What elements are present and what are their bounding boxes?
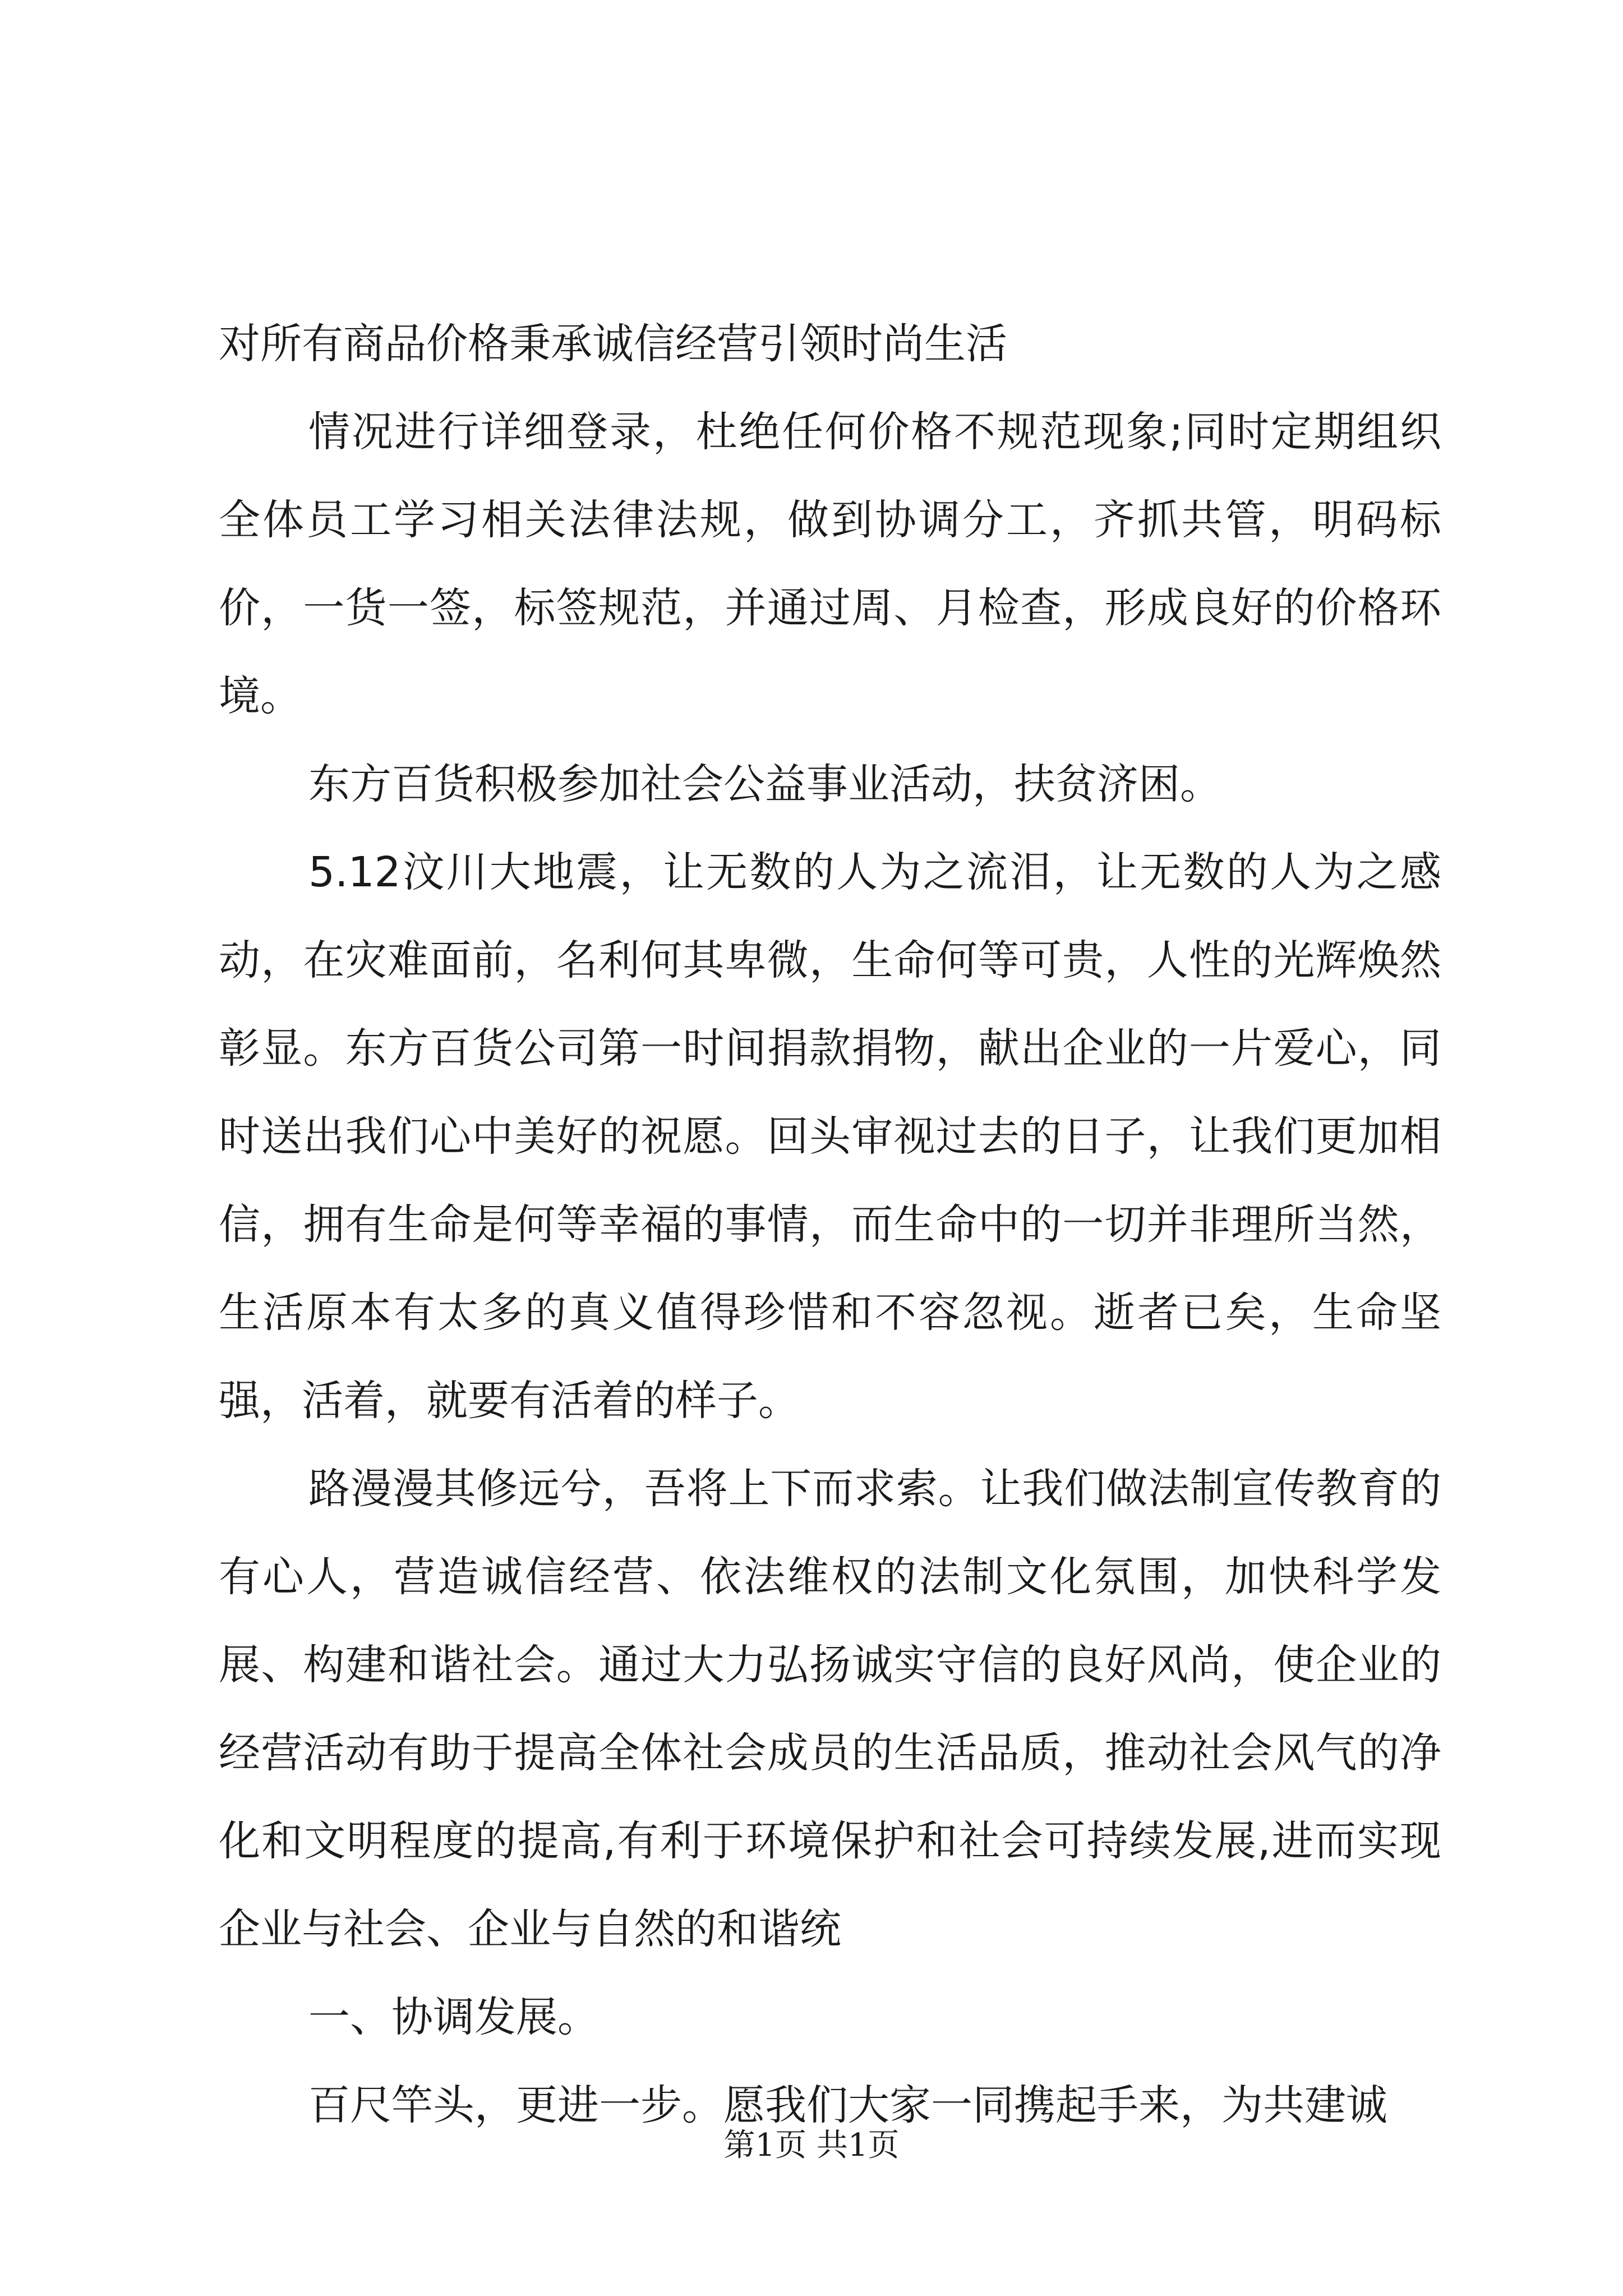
paragraph-7: 百尺竿头，更进一步。愿我们大家一同携起手来，为共建诚 (308, 2081, 1387, 2129)
paragraph-3: 东方百货积极参加社会公益事业活动，扶贫济困。 (308, 760, 1221, 808)
paragraph-5: 路漫漫其修远兮，吾将上下而求索。让我们做法制宣传教育的有心人，营造诚信经营、依法维权的法制文化氛围，加快科学发展、构建和谐社会。通过大力弘扬诚实守信的良好风尚，使企业的经营活动有助于提高全体社会成员的生活品质，推动社会风气的净化和文明程度的提高,有利于环境保护和社会可持续发展,进而实现企业与社会、企业与自然的和谐统 (219, 1465, 1441, 1953)
page-footer: 第1页 共1页 (723, 2127, 900, 2164)
paragraph-2: 情况进行详细登录，杜绝任何价格不规范现象;同时定期组织全体员工学习相关法律法规，做到协调分工，齐抓共管，明码标价，一货一签，标签规范，并通过周、月检查，形成良好的价格环境。 (219, 408, 1441, 720)
paragraph-6: 一、协调发展。 (308, 1993, 599, 2041)
paragraph-4: 5.12汶川大地震，让无数的人为之流泪，让无数的人为之感动，在灾难面前，名利何其卑微，生命何等可贵，人性的光辉焕然彰显。东方百货公司第一时间捐款捐物，献出企业的一片爱心，同时送出我们心中美好的祝愿。回头审视过去的日子，让我们更加相信，拥有生命是何等幸福的事情，而生命中的一切并非理所当然，生活原本有太多的真义值得珍惜和不容忽视。逝者已矣，生命坚强，活着，就要有活着的样子。 (219, 848, 1441, 1425)
paragraph-1: 对所有商品价格秉承诚信经营引领时尚生活 (219, 320, 1007, 368)
document-body (219, 300, 1441, 2150)
